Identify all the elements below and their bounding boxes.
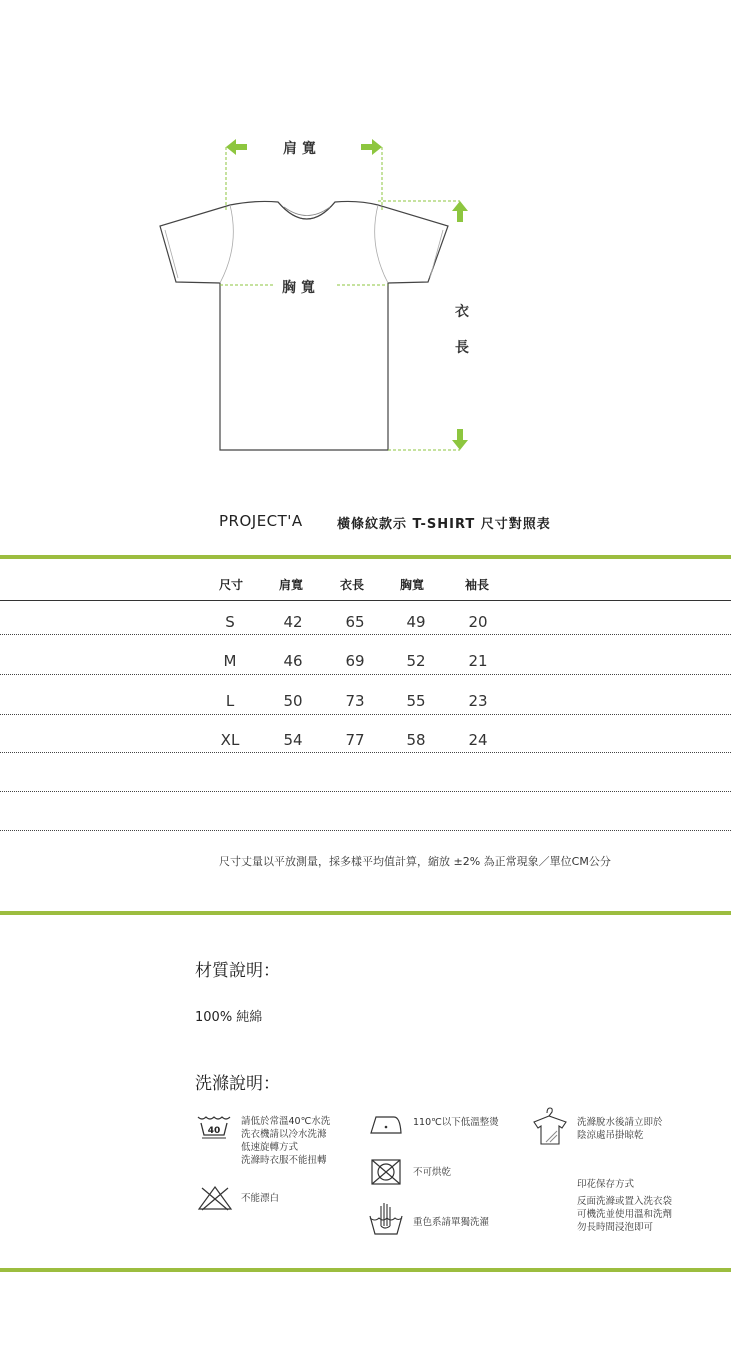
wash-40-icon [196, 1114, 232, 1144]
table-cell: L [225, 692, 235, 710]
row-divider [0, 830, 731, 831]
wash-40-text: 請低於常溫40℃水洗 洗衣機請以冷水洗滌 低速旋轉方式 洗滌時衣服不能扭轉 [241, 1116, 331, 1166]
table-cell: 50 [283, 692, 303, 710]
divider-bar [0, 555, 731, 559]
table-cell: 55 [406, 692, 426, 710]
length-label-1: 衣 [455, 304, 469, 320]
row-divider [0, 714, 731, 715]
table-cell: 58 [406, 731, 426, 749]
header-length: 衣長 [340, 578, 365, 592]
no-bleach-icon [196, 1184, 234, 1216]
table-cell: S [225, 613, 235, 631]
table-cell: 73 [345, 692, 365, 710]
iron-icon [368, 1113, 404, 1139]
tshirt-size-diagram [0, 0, 731, 470]
chest-width-label: 胸 寬 [282, 280, 315, 296]
iron-text: 110℃以下低溫整燙 [413, 1117, 499, 1128]
row-divider [0, 674, 731, 675]
table-cell: 24 [468, 731, 488, 749]
no-tumble-dry-text: 不可烘乾 [413, 1167, 452, 1178]
print-care-title: 印花保存方式 [577, 1179, 635, 1190]
table-cell: 20 [468, 613, 488, 631]
divider-bar [0, 1268, 731, 1272]
table-cell: 69 [345, 652, 365, 670]
hand-wash-text: 重色系請單獨洗濯 [413, 1217, 490, 1228]
no-tumble-dry-icon [369, 1157, 403, 1191]
table-cell: 23 [468, 692, 488, 710]
header-chest: 胸寬 [400, 578, 425, 592]
print-care-text: 反面洗滌或置入洗衣袋 可機洗並使用溫和洗劑 勿長時間浸泡即可 [577, 1196, 673, 1233]
hang-dry-icon [530, 1106, 568, 1150]
table-cell: 54 [283, 731, 303, 749]
header-shoulder: 肩寬 [279, 578, 304, 592]
table-cell: 42 [283, 613, 303, 631]
row-divider [0, 791, 731, 792]
shoulder-width-label: 肩 寬 [283, 141, 316, 157]
table-cell: 65 [345, 613, 365, 631]
divider-bar [0, 911, 731, 915]
table-cell: M [223, 652, 237, 670]
row-divider [0, 752, 731, 753]
material-title: 材質說明： [195, 961, 280, 981]
tshirt-outline-icon [0, 0, 731, 470]
table-cell: 21 [468, 652, 488, 670]
page-title: 橫條紋款示 T-SHIRT 尺寸對照表 [337, 517, 551, 532]
table-cell: XL [220, 731, 240, 749]
row-divider [0, 634, 731, 635]
table-cell: 77 [345, 731, 365, 749]
no-bleach-text: 不能漂白 [241, 1193, 280, 1204]
table-cell: 46 [283, 652, 303, 670]
size-note: 尺寸丈量以平放測量，採多樣平均值計算，縮放 ±2% 為正常現象／單位CM公分 [219, 855, 611, 868]
header-sleeve: 袖長 [465, 578, 490, 592]
hand-wash-icon [367, 1200, 405, 1240]
svg-text:40: 40 [207, 1126, 221, 1136]
length-label-2: 長 [455, 340, 469, 356]
table-cell: 52 [406, 652, 426, 670]
table-header-line [0, 600, 731, 601]
hang-dry-text: 洗滌脫水後請立即於 陰涼處吊掛晾乾 [577, 1117, 663, 1141]
washing-title: 洗滌說明： [195, 1074, 280, 1094]
brand-logo: PROJECT'A [219, 512, 303, 530]
table-cell: 49 [406, 613, 426, 631]
material-content: 100% 純綿 [195, 1010, 263, 1025]
header-size: 尺寸 [219, 578, 244, 592]
